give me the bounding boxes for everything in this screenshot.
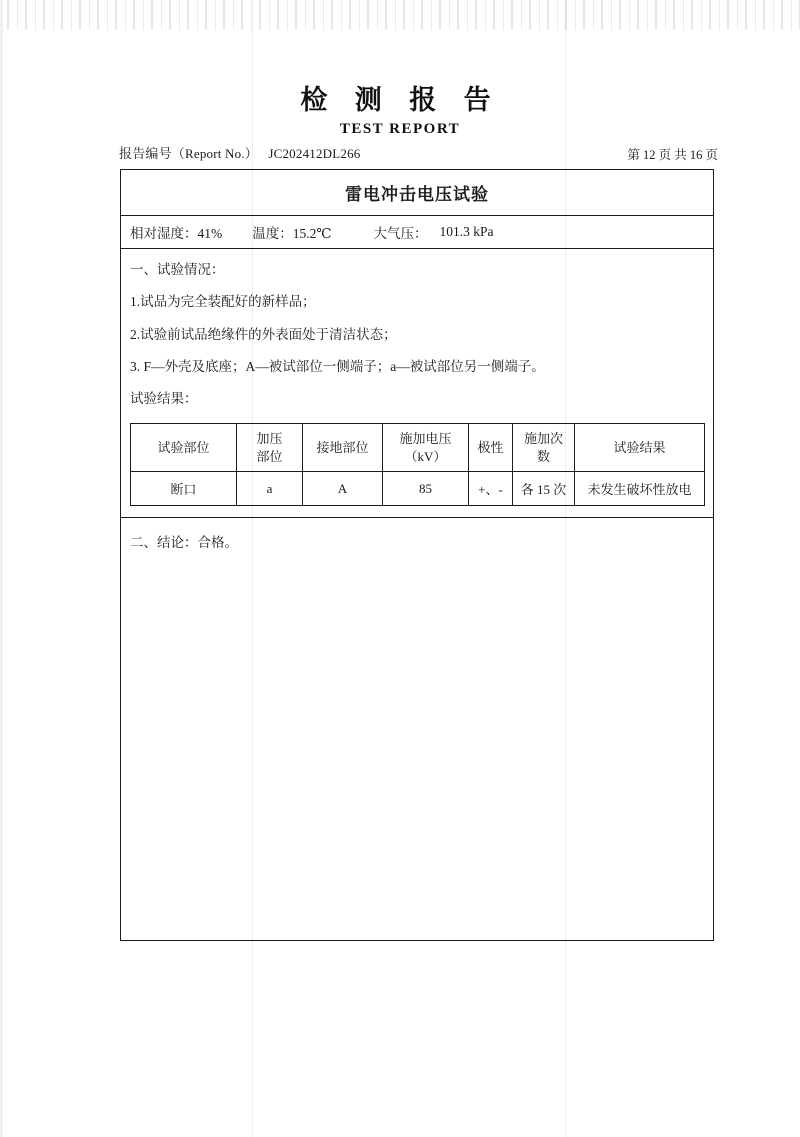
report-content-frame	[120, 169, 714, 941]
environment-conditions-row	[121, 216, 713, 249]
condition-item-1: 1.试品为完全装配好的新样品；	[130, 294, 316, 310]
table-header-voltage-location-line2: 部位	[256, 448, 283, 464]
table-header-voltage-location	[237, 424, 303, 472]
humidity-label: 相对湿度：41%	[130, 226, 223, 241]
table-header-applied-voltage-line1: 施加电压	[399, 431, 452, 447]
conclusion-text: 二、结论：合格。	[130, 535, 238, 551]
table-row	[131, 472, 705, 506]
table-header-ground-location: 接地部位	[303, 424, 383, 472]
cell-ground-location: A	[303, 472, 383, 506]
cell-polarity: +、-	[469, 472, 513, 506]
table-header-polarity: 极性	[469, 424, 513, 472]
table-header-voltage-location-line1: 加压	[256, 431, 283, 447]
table-header-applied-times-line1: 施加次	[523, 431, 563, 447]
table-header-applied-voltage-line2: （kV）	[404, 448, 447, 464]
report-number-label: 报告编号（Report No.）	[119, 146, 258, 161]
condition-item-2: 2.试验前试品绝缘件的外表面处于清洁状态；	[130, 326, 397, 342]
cell-applied-times: 各 15 次	[513, 472, 575, 506]
condition-item-3: 3. F—外壳及底座；A—被试部位一侧端子；a—被试部位另一侧端子。	[130, 358, 545, 374]
cell-test-location: 断口	[131, 472, 237, 506]
section-divider	[121, 517, 713, 518]
table-header-applied-voltage	[383, 424, 469, 472]
table-header-applied-times	[513, 424, 575, 472]
pressure-label: 大气压：	[373, 226, 428, 241]
report-number	[119, 143, 361, 162]
results-table	[130, 423, 705, 506]
report-body	[121, 260, 713, 551]
cell-voltage-location: a	[237, 472, 303, 506]
pressure-value: 101.3 kPa	[439, 224, 494, 239]
table-header-result: 试验结果	[575, 424, 705, 472]
temperature-label: 温度：15.2℃	[252, 226, 332, 241]
section-title: 雷电冲击电压试验	[121, 170, 713, 216]
table-header-row	[131, 424, 705, 472]
document-title: 检 测 报 告	[300, 85, 500, 116]
report-number-value: JC202412DL266	[268, 146, 361, 161]
results-heading: 试验结果：	[130, 391, 198, 406]
table-header-test-location: 试验部位	[131, 424, 237, 472]
document-subtitle: TEST REPORT	[339, 121, 461, 137]
cell-result: 未发生破坏性放电	[575, 472, 705, 506]
conditions-heading: 一、试验情况：	[130, 262, 225, 277]
cell-applied-voltage: 85	[383, 472, 469, 506]
page-indicator: 第 12 页 共 16 页	[627, 148, 718, 162]
table-header-applied-times-line2: 数	[536, 448, 550, 464]
